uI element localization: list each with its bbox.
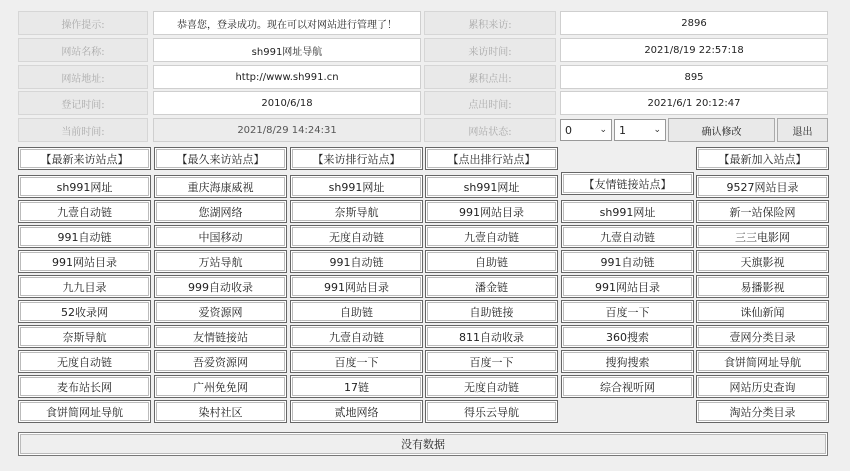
site-link[interactable]: 三三电影网 — [696, 225, 829, 248]
site-link[interactable]: 贰地网络 — [290, 400, 423, 423]
site-link[interactable]: 潘金链 — [425, 275, 558, 298]
click-time-value: 2021/6/1 20:12:47 — [560, 91, 828, 115]
site-link[interactable]: 百度一下 — [425, 350, 558, 373]
site-link[interactable]: 991网站目录 — [290, 275, 423, 298]
site-link[interactable]: 奈斯导航 — [18, 325, 151, 348]
site-link[interactable]: 百度一下 — [561, 300, 694, 323]
visits-label: 累积来访: — [424, 11, 556, 35]
site-link[interactable]: 麦布站长网 — [18, 375, 151, 398]
site-link[interactable]: 淘站分类目录 — [696, 400, 829, 423]
chevron-down-icon: ⌄ — [599, 125, 607, 135]
clicks-out-label: 累积点出: — [424, 65, 556, 89]
site-link[interactable]: 无度自动链 — [290, 225, 423, 248]
site-link[interactable]: 万站导航 — [154, 250, 287, 273]
click-time-label: 点出时间: — [424, 91, 556, 115]
column-title: 【最新来访站点】 — [18, 147, 151, 170]
chevron-down-icon: ⌄ — [653, 125, 661, 135]
site-link[interactable]: 重庆海康威视 — [154, 175, 287, 198]
site-link[interactable]: 九九目录 — [18, 275, 151, 298]
status-select-primary-value: 0 — [565, 123, 572, 137]
site-link[interactable]: 自助链 — [425, 250, 558, 273]
no-data-footer: 没有数据 — [18, 432, 828, 456]
column-title: 【点出排行站点】 — [425, 147, 558, 170]
site-link[interactable]: 新一站保险网 — [696, 200, 829, 223]
site-link[interactable]: 您湖网络 — [154, 200, 287, 223]
site-link[interactable]: 染村社区 — [154, 400, 287, 423]
site-link[interactable]: 自助链 — [290, 300, 423, 323]
site-link[interactable]: 爱资源网 — [154, 300, 287, 323]
site-link[interactable]: 991网站目录 — [425, 200, 558, 223]
site-name-label: 网站名称: — [18, 38, 148, 62]
site-link[interactable]: 吾爱资源网 — [154, 350, 287, 373]
site-link[interactable]: 综合视听网 — [561, 375, 694, 398]
site-link[interactable]: 友情链接站 — [154, 325, 287, 348]
visits-value: 2896 — [560, 11, 828, 35]
site-link[interactable]: 811自动收录 — [425, 325, 558, 348]
site-link[interactable]: sh991网址 — [290, 175, 423, 198]
current-time-value: 2021/8/29 14:24:31 — [153, 118, 421, 142]
site-link[interactable]: 得乐云导航 — [425, 400, 558, 423]
site-link[interactable]: 999自动收录 — [154, 275, 287, 298]
site-link[interactable]: 广州免免网 — [154, 375, 287, 398]
site-link[interactable]: 17链 — [290, 375, 423, 398]
column-title: 【最新加入站点】 — [696, 147, 829, 170]
tip-label: 操作提示: — [18, 11, 148, 35]
site-name-value: sh991网址导航 — [153, 38, 421, 62]
site-link[interactable]: 无度自动链 — [425, 375, 558, 398]
confirm-modify-button[interactable]: 确认修改 — [668, 118, 775, 142]
site-link[interactable]: 食饼简网址导航 — [18, 400, 151, 423]
exit-button[interactable]: 退出 — [777, 118, 828, 142]
site-url-label: 网站地址: — [18, 65, 148, 89]
clicks-out-value: 895 — [560, 65, 828, 89]
register-time-value: 2010/6/18 — [153, 91, 421, 115]
site-link[interactable]: sh991网址 — [18, 175, 151, 198]
current-time-label: 当前时间: — [18, 118, 148, 142]
site-link[interactable]: 9527网站目录 — [696, 175, 829, 198]
column-title: 【最久来访站点】 — [154, 147, 287, 170]
status-select-secondary-value: 1 — [619, 123, 626, 137]
site-link[interactable]: 食饼简网址导航 — [696, 350, 829, 373]
site-link[interactable]: 九壹自动链 — [561, 225, 694, 248]
site-status-label: 网站状态: — [424, 118, 556, 142]
site-link[interactable]: 九壹自动链 — [18, 200, 151, 223]
tip-value: 恭喜您，登录成功。现在可以对网站进行管理了！ — [153, 11, 421, 35]
site-link[interactable]: 奈斯导航 — [290, 200, 423, 223]
site-link[interactable]: 991自动链 — [561, 250, 694, 273]
register-time-label: 登记时间: — [18, 91, 148, 115]
site-link[interactable]: 百度一下 — [290, 350, 423, 373]
site-link[interactable]: 网站历史查询 — [696, 375, 829, 398]
site-link[interactable]: 九壹自动链 — [290, 325, 423, 348]
site-link[interactable]: 九壹自动链 — [425, 225, 558, 248]
visit-time-value: 2021/8/19 22:57:18 — [560, 38, 828, 62]
site-link[interactable]: 搜狗搜索 — [561, 350, 694, 373]
column-title: 【友情链接站点】 — [561, 172, 694, 195]
site-link[interactable]: 壹网分类目录 — [696, 325, 829, 348]
visit-time-label: 来访时间: — [424, 38, 556, 62]
site-link[interactable]: 无度自动链 — [18, 350, 151, 373]
site-link[interactable]: 991网站目录 — [18, 250, 151, 273]
status-select-secondary[interactable] — [614, 119, 666, 141]
site-link[interactable]: 991网站目录 — [561, 275, 694, 298]
site-link[interactable]: 991自动链 — [18, 225, 151, 248]
site-link[interactable]: 天旗影视 — [696, 250, 829, 273]
site-link[interactable]: 中国移动 — [154, 225, 287, 248]
column-title: 【来访排行站点】 — [290, 147, 423, 170]
site-link[interactable]: 991自动链 — [290, 250, 423, 273]
site-link[interactable]: 诛仙新闻 — [696, 300, 829, 323]
site-link[interactable]: 易播影视 — [696, 275, 829, 298]
site-link[interactable]: 自助链接 — [425, 300, 558, 323]
status-select-primary[interactable] — [560, 119, 612, 141]
site-link[interactable]: sh991网址 — [425, 175, 558, 198]
site-url-value: http://www.sh991.cn — [153, 65, 421, 89]
site-link[interactable]: 360搜索 — [561, 325, 694, 348]
site-link[interactable]: sh991网址 — [561, 200, 694, 223]
site-link[interactable]: 52收录网 — [18, 300, 151, 323]
